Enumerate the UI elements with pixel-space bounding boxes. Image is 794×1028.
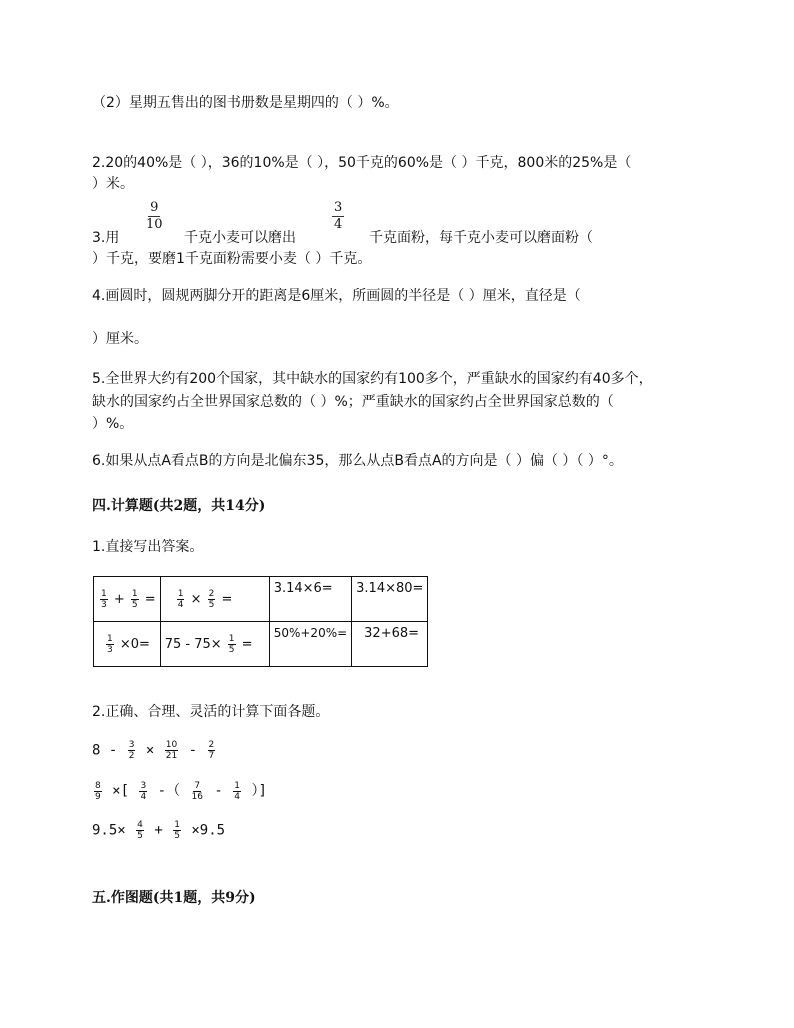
fraction: $\frac{1}{5}$ — [228, 633, 235, 655]
question-2-line-1: 2.20的40%是（ ），36的10%是（ ），50千克的60%是（ ）千克，800米的25%是（ — [92, 155, 632, 171]
fraction: $\frac{3}{4}$ — [140, 780, 147, 802]
question-5-line-2: 缺水的国家约占全世界国家总数的（ ）%；严重缺水的国家约占全世界国家总数的（ — [92, 394, 614, 410]
fraction: $\frac{2}{7}$ — [208, 740, 215, 761]
fraction: $\frac{2}{5}$ — [208, 588, 215, 610]
fraction: $\frac{1}{4}$ — [177, 588, 184, 610]
section-4-title: 四.计算题(共2题，共14分) — [92, 498, 266, 514]
question-5-line-3: ）%。 — [92, 416, 134, 432]
fraction-3-4: $\frac{3}{4}$ — [334, 200, 343, 232]
question-3-part-1: 3.用 — [92, 230, 120, 246]
expression-3: 9.5× $\frac{4}{5}$ + $\frac{1}{5}$ ×9.5 — [92, 820, 226, 841]
question-3-line-2: ）千克，要磨1千克面粉需要小麦（ ）千克。 — [92, 251, 372, 267]
question-3-part-3: 千克面粉，每千克小麦可以磨面粉（ — [369, 230, 593, 246]
table-cell: $\frac{1}{3}$ + $\frac{1}{5}$ = — [94, 577, 161, 622]
table-cell: $\frac{1}{4}$ × $\frac{2}{5}$ = — [160, 577, 269, 622]
fraction: $\frac{1}{5}$ — [131, 588, 138, 610]
table-cell: 3.14×80= — [352, 577, 428, 622]
direct-answer-table — [93, 576, 428, 667]
expression-2: $\frac{8}{9}$ ×[ $\frac{3}{4}$ -（ $\frac{7}{16}$ - $\frac{1}{4}$ ）] — [95, 780, 267, 802]
fraction: $\frac{3}{2}$ — [128, 740, 135, 761]
calc-2-title: 2.正确、合理、灵活的计算下面各题。 — [92, 704, 330, 720]
expression-1: 8 - $\frac{3}{2}$ × $\frac{10}{21}$ - $\frac{2}{7}$ — [92, 740, 215, 761]
question-4-line-1: 4.画圆时，圆规两脚分开的距离是6厘米，所画圆的半径是（ ）厘米，直径是（ — [92, 288, 581, 304]
fraction: $\frac{1}{3}$ — [101, 588, 107, 610]
table-cell: 32+68= — [352, 622, 428, 667]
fraction-9-10: $\frac{9}{10}$ — [146, 200, 163, 232]
question-6: 6.如果从点A看点B的方向是北偏东35，那么从点B看点A的方向是（ ）偏（ ）（ ）°。 — [92, 453, 623, 469]
table-cell: $\frac{1}{3}$ ×0= — [94, 622, 161, 667]
fraction: $\frac{7}{16}$ — [191, 780, 203, 802]
table-cell: 50%+20%= — [269, 622, 351, 667]
section-5-title: 五.作图题(共1题，共9分) — [92, 890, 256, 906]
question-5-line-1: 5.全世界大约有200个国家，其中缺水的国家约有100多个，严重缺水的国家约有40多个， — [92, 371, 653, 387]
question-3-part-2: 千克小麦可以磨出 — [184, 230, 296, 246]
question-4-line-2: ）厘米。 — [92, 331, 148, 347]
fraction: $\frac{1}{4}$ — [234, 780, 241, 802]
fraction: $\frac{8}{9}$ — [95, 780, 101, 802]
table-cell: 75 - 75× $\frac{1}{5}$ = — [160, 622, 269, 667]
fraction: $\frac{1}{5}$ — [174, 820, 180, 841]
question-2-2: （2）星期五售出的图书册数是星期四的（ ）%。 — [92, 95, 399, 111]
question-2-line-2: ）米。 — [92, 176, 134, 192]
calc-1-title: 1.直接写出答案。 — [92, 539, 204, 555]
fraction: $\frac{1}{3}$ — [107, 633, 113, 655]
fraction: $\frac{10}{21}$ — [165, 740, 178, 761]
table-cell: 3.14×6= — [269, 577, 351, 622]
fraction: $\frac{4}{5}$ — [137, 820, 143, 841]
